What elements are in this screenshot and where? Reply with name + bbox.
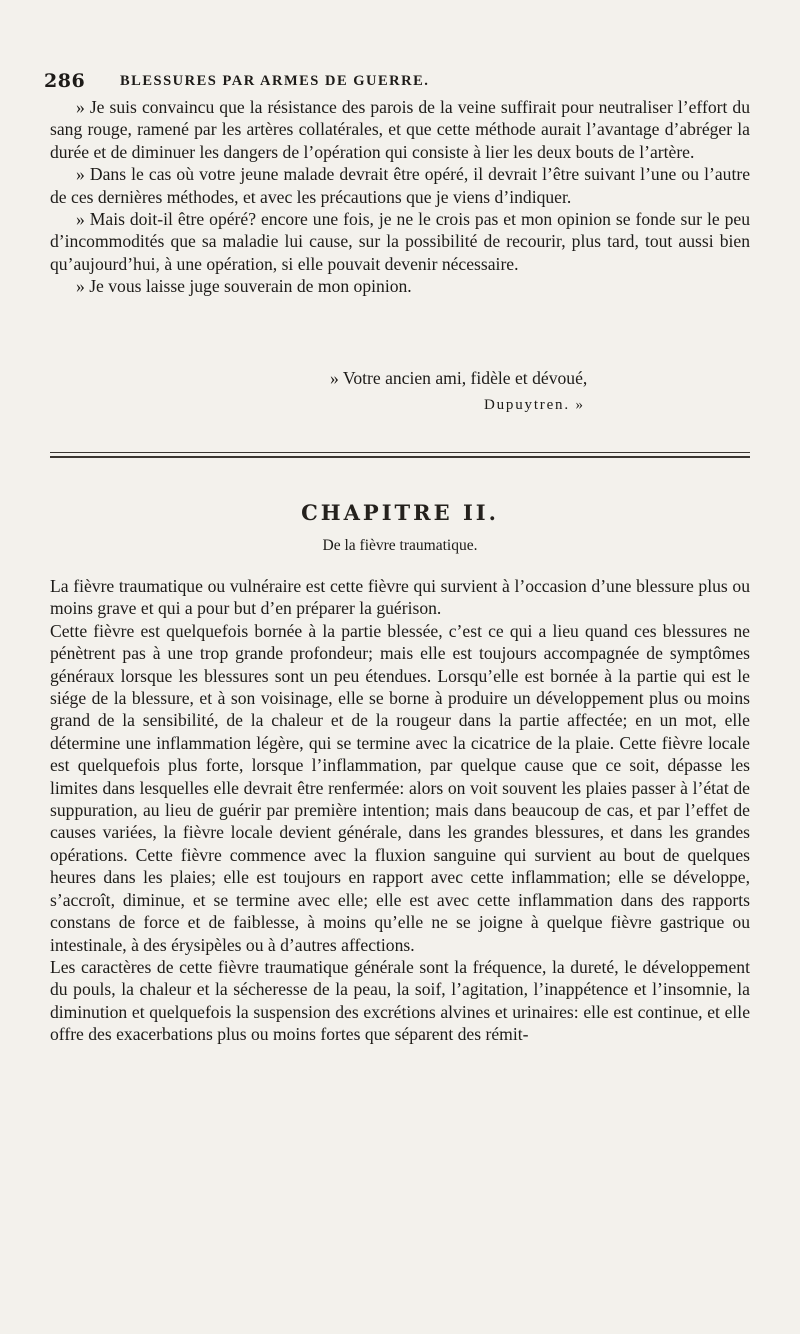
- letter-signature: Dupuytren. »: [484, 397, 585, 413]
- letter-paragraph: » Dans le cas où votre jeune malade devrait être opéré, il devrait l’être suivant l’une ou l’autre de ces dernières méthodes, et avec les précautions que je viens d’indiquer.: [50, 164, 750, 207]
- letter-paragraph: » Je suis convaincu que la résistance des parois de la veine suffirait pour neutraliser l’effort du sang rouge, ramené par les artères collatérales, et que cette méthode aurait l’avantage d’abréger la durée et de diminuer les dangers de l’opération qui consiste à lier les deux bouts de l’artère.: [50, 97, 750, 162]
- divider-rule: [50, 456, 750, 458]
- chapter-paragraph: La fièvre traumatique ou vulnéraire est cette fièvre qui survient à l’occasion d’une blessure plus ou moins grave et qui a pour but d’en préparer la guérison.: [50, 576, 750, 619]
- letter-paragraph: » Mais doit-il être opéré? encore une fois, je ne le crois pas et mon opinion se fonde sur le peu d’incommodités que sa maladie lui cause, sur la possibilité de recourir, plus tard, tout aussi bien qu’aujourd’hui, à une opération, si elle pouvait devenir nécessaire.: [50, 209, 750, 274]
- chapter-paragraph: Les caractères de cette fièvre traumatique générale sont la fréquence, la dureté, le développement du pouls, la chaleur et la sécheresse de la peau, la soif, l’agitation, l’inappétence et l’insomnie, la diminution et quelquefois la suspension des excrétions alvines et urinaires: elle est continue, et elle offre des exacerbations plus ou moins fortes que séparent des rémit-: [50, 956, 750, 1045]
- chapter-title: CHAPITRE II.: [301, 500, 499, 525]
- running-head: BLESSURES PAR ARMES DE GUERRE.: [120, 73, 430, 89]
- letter-signoff: » Votre ancien ami, fidèle et dévoué,: [330, 368, 588, 388]
- page-number: 286: [44, 70, 86, 92]
- chapter-subtitle: De la fièvre traumatique.: [322, 537, 478, 554]
- page-header: [44, 70, 740, 94]
- chapter-paragraph: Cette fièvre est quelquefois bornée à la partie blessée, c’est ce qui a lieu quand ces blessures ne pénètrent pas à une trop grande profondeur; mais elle est toujours accompagnée de symptômes généraux lorsque les blessures sont un peu étendues. Lorsqu’elle est bornée à la partie qui est le siége de la blessure, et à son voisinage, elle se borne à produire un développement plus ou moins grand de la sensibilité, de la chaleur et de la rougeur dans la partie affectée; en un mot, elle détermine une inflammation légère, qui se termine avec la cicatrice de la plaie. Cette fièvre locale est quelquefois plus forte, lorsque l’inflammation, par quelque cause que ce soit, dépasse les limites dans lesquelles elle devrait être renfermée: alors on voit souvent les plaies passer à l’état de suppuration, au lieu de guérir par première intention; mais dans beaucoup de cas, et par l’effet de causes variées, la fièvre locale devient générale, dans les grandes blessures, et dans les grandes opérations. Cette fièvre commence avec la fluxion sanguine qui survient au bout de quelques heures dans les plaies; elle est toujours en rapport avec cette inflammation; elle se développe, s’accroît, diminue, et se termine avec elle; elle est avec cette inflammation dans des rapports constans de force et de faiblesse, à moins qu’elle ne se joigne à quelque fièvre gastrique ou intestinale, à des érysipèles ou à d’autres affections.: [50, 620, 750, 955]
- letter-body: [50, 96, 750, 298]
- chapter-body: [50, 575, 750, 1046]
- letter-paragraph: » Je vous laisse juge souverain de mon opinion.: [76, 276, 412, 297]
- divider-rule: [50, 452, 750, 453]
